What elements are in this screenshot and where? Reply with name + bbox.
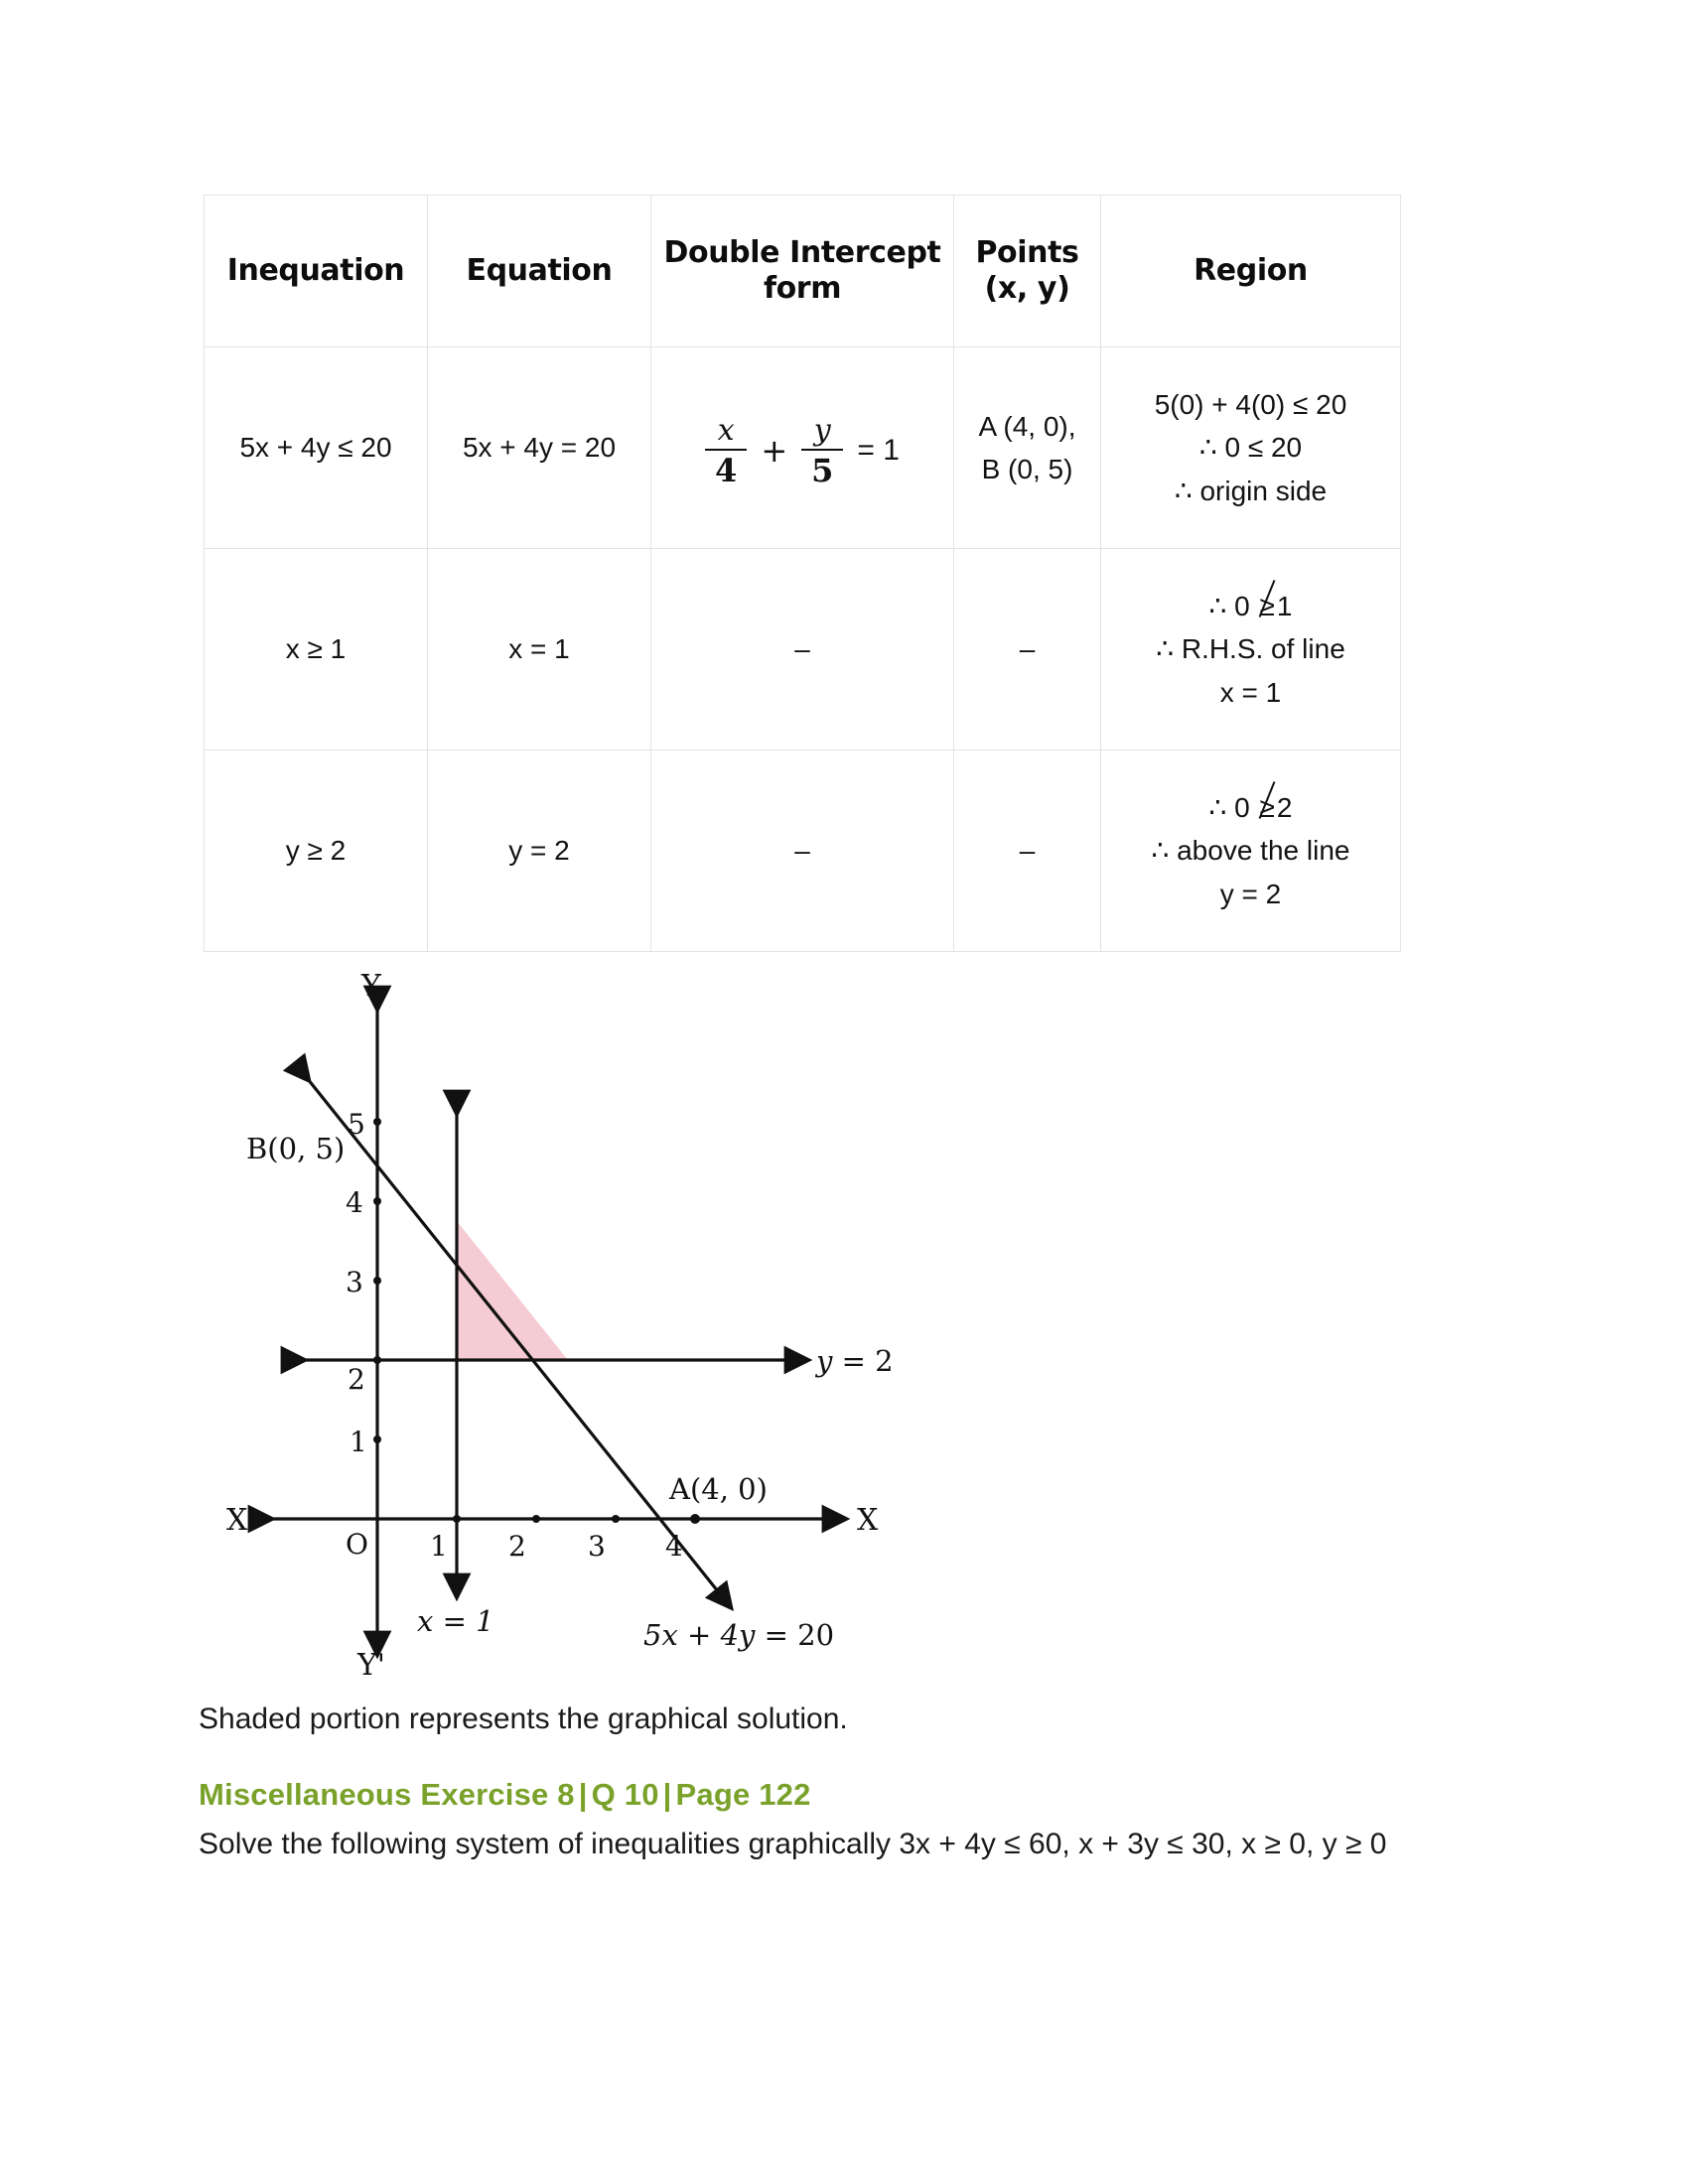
column-header-points-line1: Points xyxy=(975,235,1079,270)
point-marker-A xyxy=(690,1514,700,1524)
fraction-denominator: 4 xyxy=(705,449,747,486)
column-header-equation: Equation xyxy=(428,196,651,347)
region-not-geq-suffix: 2 xyxy=(1276,791,1293,823)
region-line-1 xyxy=(1105,585,1396,627)
cell-inequation: y ≥ 2 xyxy=(205,751,428,952)
cell-equation: x = 1 xyxy=(428,549,651,751)
fraction-x-over-4 xyxy=(705,413,747,489)
region-line-2: ∴ above the line xyxy=(1151,835,1350,867)
cell-region xyxy=(1101,751,1401,952)
axis-label-x-negative: X' xyxy=(226,1503,256,1538)
cell-inequation: 5x + 4y ≤ 20 xyxy=(205,347,428,549)
column-header-points-line2: (x, y) xyxy=(984,271,1070,306)
region-line-1 xyxy=(1105,786,1396,829)
y-tick-label-4: 4 xyxy=(346,1186,363,1219)
equals-one: = 1 xyxy=(857,434,900,468)
cell-equation: y = 2 xyxy=(428,751,651,952)
axis-label-y-negative: Y' xyxy=(357,1648,386,1683)
region-not-geq-prefix: ∴ 0 xyxy=(1208,590,1258,621)
column-header-double-intercept-form xyxy=(651,196,954,347)
column-header-dif-line2: form xyxy=(763,271,842,306)
graph-figure xyxy=(199,968,914,1683)
table-header xyxy=(205,196,1401,347)
cell-points: – xyxy=(954,549,1101,751)
point-b: B (0, 5) xyxy=(981,454,1073,484)
graph-svg xyxy=(199,968,914,1683)
column-header-region: Region xyxy=(1101,196,1401,347)
table-row xyxy=(205,751,1401,952)
annotation-point-a: A(4, 0) xyxy=(669,1472,768,1506)
shaded-feasible-region xyxy=(457,1221,568,1360)
cell-inequation: x ≥ 1 xyxy=(205,549,428,751)
line-5x-plus-4y-equals-20 xyxy=(308,1079,730,1606)
y-tick-dot-2 xyxy=(373,1356,381,1364)
cell-points xyxy=(954,347,1101,549)
cell-equation: 5x + 4y = 20 xyxy=(428,347,651,549)
exercise-page: Page 122 xyxy=(675,1777,811,1812)
column-header-points xyxy=(954,196,1101,347)
x-tick-dot-2 xyxy=(532,1515,540,1523)
fraction-y-over-5 xyxy=(801,413,843,489)
region-line-2: ∴ 0 ≤ 20 xyxy=(1198,432,1303,464)
y-tick-label-5: 5 xyxy=(348,1108,365,1141)
fraction-numerator: y xyxy=(813,413,831,448)
region-line-3: ∴ origin side xyxy=(1174,475,1328,506)
table-row xyxy=(205,347,1401,549)
table-header-row xyxy=(205,196,1401,347)
fraction-numerator: x xyxy=(717,413,735,448)
region-not-geq-suffix: 1 xyxy=(1276,590,1293,621)
cell-double-intercept-form: – xyxy=(651,549,954,751)
exercise-separator-1: | xyxy=(578,1777,588,1812)
cell-double-intercept-form: – xyxy=(651,751,954,952)
region-line-3: y = 2 xyxy=(1219,878,1282,909)
not-greater-equal-icon: ≥ xyxy=(1258,786,1277,829)
exercise-heading xyxy=(199,1777,811,1813)
x-tick-label-3: 3 xyxy=(588,1530,606,1563)
cell-region xyxy=(1101,347,1401,549)
x-tick-label-4: 4 xyxy=(665,1530,683,1563)
graph-caption: Shaded portion represents the graphical solution. xyxy=(199,1703,848,1735)
exercise-question-number: Q 10 xyxy=(591,1777,659,1812)
column-header-dif-line1: Double Intercept xyxy=(663,235,941,270)
cell-region xyxy=(1101,549,1401,751)
y-tick-label-3: 3 xyxy=(346,1266,363,1298)
solution-table xyxy=(204,195,1401,952)
y-tick-dot-4 xyxy=(373,1197,381,1205)
region-line-2: ∴ R.H.S. of line xyxy=(1156,633,1345,665)
fraction-denominator: 5 xyxy=(801,449,843,486)
x-tick-dot-3 xyxy=(612,1515,620,1523)
annotation-point-b: B(0, 5) xyxy=(246,1132,346,1165)
x-tick-label-1: 1 xyxy=(430,1530,448,1563)
x-tick-label-2: 2 xyxy=(508,1530,526,1563)
annotation-line-x-equals-1: x = 1 xyxy=(417,1604,494,1638)
plus-operator: + xyxy=(761,431,788,470)
point-a: A (4, 0), xyxy=(978,410,1076,442)
exercise-name: Miscellaneous Exercise 8 xyxy=(199,1777,575,1812)
exercise-separator-2: | xyxy=(662,1777,672,1812)
solution-table-wrapper xyxy=(204,195,1400,952)
y-tick-label-2: 2 xyxy=(348,1363,365,1396)
column-header-inequation: Inequation xyxy=(205,196,428,347)
annotation-line-y-equals-2: y = 2 xyxy=(816,1344,894,1378)
axis-label-x-positive: X xyxy=(857,1503,879,1538)
x-tick-dot-1 xyxy=(453,1515,461,1523)
axis-label-origin: O xyxy=(346,1528,368,1561)
table-row xyxy=(205,549,1401,751)
y-tick-label-1: 1 xyxy=(350,1426,367,1458)
axis-label-y-positive: Y xyxy=(361,969,381,1004)
y-tick-dot-3 xyxy=(373,1277,381,1285)
y-tick-dot-1 xyxy=(373,1435,381,1443)
not-greater-equal-icon: ≥ xyxy=(1258,585,1277,627)
region-not-geq-prefix: ∴ 0 xyxy=(1208,791,1258,823)
double-intercept-expression xyxy=(705,413,900,489)
annotation-line-5x-4y-20: 5x + 4y = 20 xyxy=(643,1618,835,1652)
cell-double-intercept-form xyxy=(651,347,954,549)
y-tick-dot-5 xyxy=(373,1118,381,1126)
question-text: Solve the following system of inequalities graphically 3x + 4y ≤ 60, x + 3y ≤ 30, x ≥ 0, y ≥ 0 xyxy=(199,1828,1387,1860)
region-line-3: x = 1 xyxy=(1219,676,1282,708)
region-line-1: 5(0) + 4(0) ≤ 20 xyxy=(1154,388,1347,420)
cell-points: – xyxy=(954,751,1101,952)
table-body xyxy=(205,347,1401,952)
